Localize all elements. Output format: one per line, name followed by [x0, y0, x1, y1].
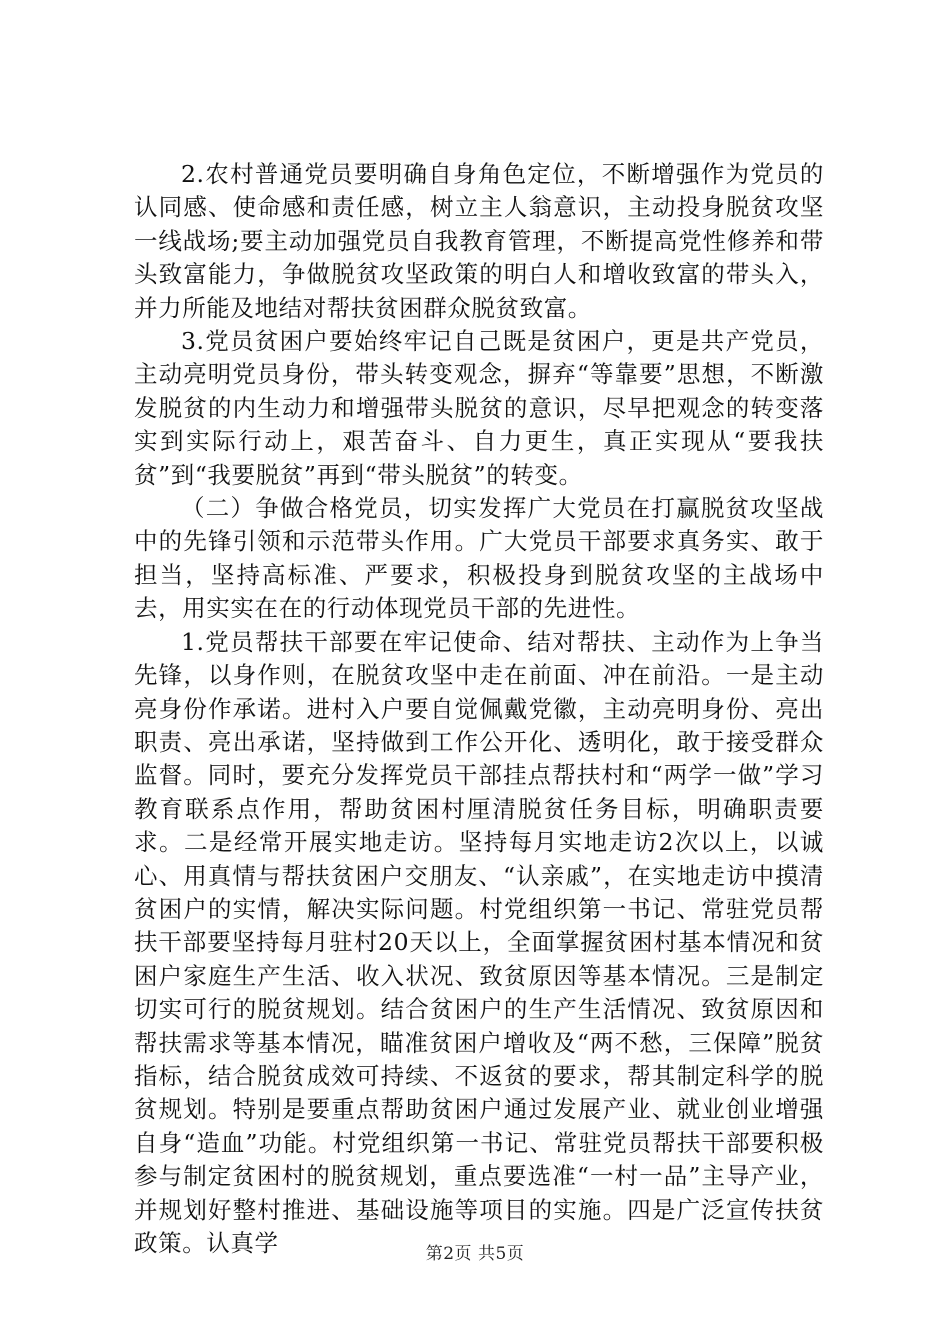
paragraph-qualified-members: （二）争做合格党员，切实发挥广大党员在打赢脱贫攻坚战中的先锋引领和示范带头作用。广大党员干部要求真务实、敢于担当，坚持高标准、严要求，积极投身到脱贫攻坚的主战场中去，用实实在在的行动体现党员干部的先进性。	[134, 494, 824, 623]
document-body	[134, 158, 824, 1260]
paragraph-party-members-role: 2.农村普通党员要明确自身角色定位，不断增强作为党员的认同感、使命感和责任感，树立主人翁意识，主动投身脱贫攻坚一线战场;要主动加强党员自我教育管理，不断提高党性修养和带头致富能力，争做脱贫攻坚政策的明白人和增收致富的带头入，并力所能及地结对帮扶贫困群众脱贫致富。	[134, 160, 824, 322]
paragraph-cadre-assistance: 1.党员帮扶干部要在牢记使命、结对帮扶、主动作为上争当先锋，以身作则，在脱贫攻坚中走在前面、冲在前沿。一是主动亮身份作承诺。进村入户要自觉佩戴党徽，主动亮明身份、亮出职责、亮出承诺，坚持做到工作公开化、透明化，敢于接受群众监督。同时，要充分发挥党员干部挂点帮扶村和“两学一做”学习教育联系点作用，帮助贫困村厘清脱贫任务目标，明确职责要求。二是经常开展实地走访。坚持每月实地走访2次以上，以诚心、用真情与帮扶贫困户交朋友、“认亲戚”，在实地走访中摸清贫困户的实情，解决实际问题。村党组织第一书记、常驻党员帮扶干部要坚持每月驻村20天以上，全面掌握贫困村基本情况和贫困户家庭生产生活、收入状况、致贫原因等基本情况。三是制定切实可行的脱贫规划。结合贫困户的生产生活情况、致贫原因和帮扶需求等基本情况，瞄准贫困户增收及“两不愁，三保障”脱贫指标，结合脱贫成效可持续、不返贫的要求，帮其制定科学的脱贫规划。特别是要重点帮助贫困户通过发展产业、就业创业增强自身“造血”功能。村党组织第一书记、常驻党员帮扶干部要积极参与制定贫困村的脱贫规划，重点要选准“一村一品”主导产业，并规划好整村推进、基础设施等项目的实施。四是广泛宣传扶贫政策。认真学	[134, 627, 824, 1257]
paragraph-poor-party-members: 3.党员贫困户要始终牢记自己既是贫困户，更是共产党员，主动亮明党员身份，带头转变观念，摒弃“等靠要”思想，不断激发脱贫的内生动力和增强带头脱贫的意识，尽早把观念的转变落实到实际行动上，艰苦奋斗、自力更生，真正实现从“要我扶贫”到“我要脱贫”再到“带头脱贫”的转变。	[134, 327, 824, 489]
page-footer: 第2页 共5页	[425, 1244, 525, 1264]
